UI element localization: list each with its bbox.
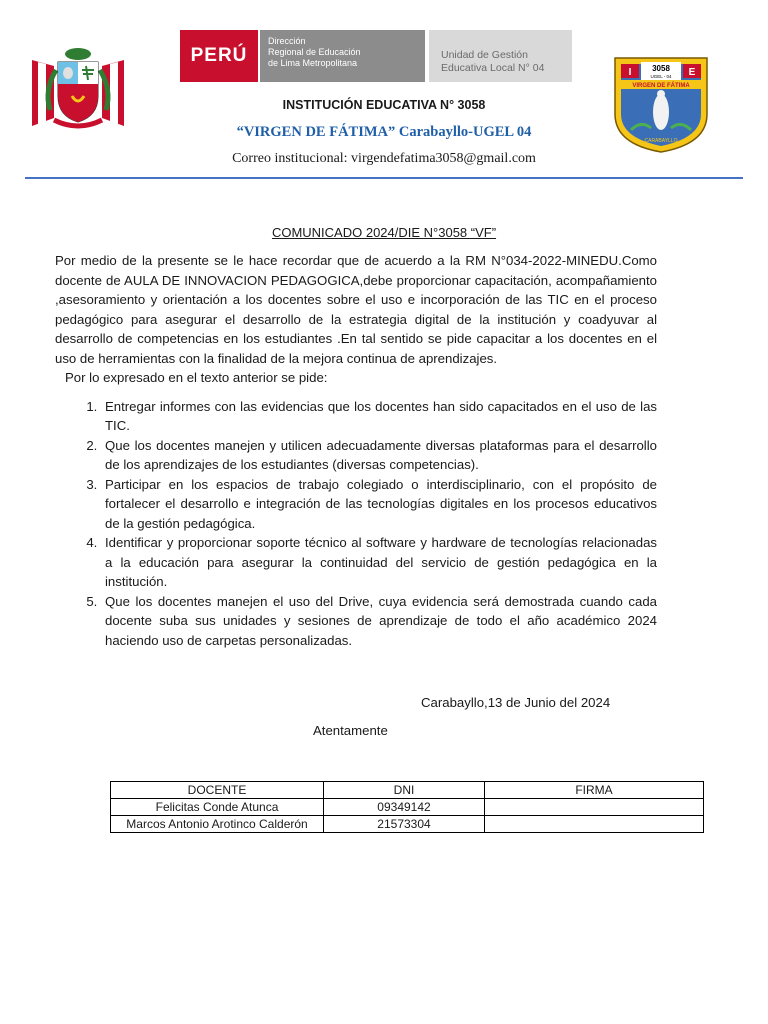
column-header-firma: FIRMA — [485, 782, 704, 799]
badge-ugel: UGEL - 04 — [650, 74, 672, 79]
column-header-dni: DNI — [324, 782, 485, 799]
communique-body — [55, 251, 657, 650]
date-line: Carabayllo,13 de Junio del 2024 — [421, 695, 611, 710]
teacher-dni: 21573304 — [324, 816, 485, 833]
table-row — [111, 816, 704, 833]
list-item: 3. Participar en los espacios de trabajo colegiado o interdisciplinario, con el propósito de fortalecer el desarrollo e integración de las tecnologías digitales en los procesos educativos de la gestión pedagógica. — [101, 475, 657, 534]
ugel-logo — [429, 30, 572, 82]
header-divider — [25, 177, 743, 179]
signature-cell — [485, 799, 704, 816]
signature-table — [110, 781, 704, 833]
institution-subtitle: “VIRGEN DE FÁTIMA” Carabayllo-UGEL 04 — [236, 124, 532, 140]
drelm-line: Dirección — [268, 36, 306, 46]
government-logo-strip — [180, 30, 572, 82]
teacher-dni: 09349142 — [324, 799, 485, 816]
teacher-name: Felicitas Conde Atunca — [111, 799, 324, 816]
list-item: 5. Que los docentes manejen el uso del Drive, cuya evidencia será demostrada cuando cada docente suba sus unidades y sesiones de aprendizaje de todo el año académico 2024 haciendo uso de carpetas personalizadas. — [101, 592, 657, 651]
column-header-docente: DOCENTE — [111, 782, 324, 799]
signature-cell — [485, 816, 704, 833]
requests-intro: Por lo expresado en el texto anterior se pide: — [65, 370, 328, 385]
closing: Atentamente — [313, 723, 388, 738]
institution-email: Correo institucional: virgendefatima3058@gmail.com — [232, 151, 536, 166]
badge-number: 3058 — [652, 64, 670, 73]
ugel-line: Educativa Local N° 04 — [441, 62, 545, 74]
intro-paragraph: Por medio de la presente se le hace recordar que de acuerdo a la RM N°034-2022-MINEDU.Como docente de AULA DE INNOVACION PEDAGOGICA,debe proporcionar capacitación, acompañamiento ,asesoramiento y orientación a los docentes sobre el uso e incorporación de las TIC en el proceso pedagógico para asegurar el desarrollo de la estrategia digital de la institución y coadyuvar al desarrollo de competencias en los estudiantes .En tal sentido se pide capacitar a los docentes en el uso de herramientas con la finalidad de la mejora continua de aprendizajes. — [55, 253, 657, 366]
list-item: 1. Entregar informes con las evidencias que los docentes han sido capacitados en el uso de las TIC. — [101, 397, 657, 436]
badge-place: CARABAYLLO — [644, 138, 678, 144]
drelm-logo — [260, 30, 425, 82]
requests-list — [55, 397, 657, 651]
badge-letter-e: E — [688, 67, 696, 78]
badge-banner: VIRGEN DE FÁTIMA — [632, 83, 690, 89]
table-row — [111, 799, 704, 816]
list-item: 4. Identificar y proporcionar soporte técnico al software y hardware de tecnologías relacionadas a la educación para asegurar la continuidad del servicio de gestión pedagógica en la institución. — [101, 533, 657, 592]
list-item: 2. Que los docentes manejen y utilicen adecuadamente diversas plataformas para el desarrollo de los aprendizajes de los estudiantes (diversas competencias). — [101, 436, 657, 475]
table-header-row — [111, 782, 704, 799]
drelm-line: de Lima Metropolitana — [268, 58, 358, 68]
communique-title: COMUNICADO 2024/DIE N°3058 “VF” — [271, 225, 497, 240]
drelm-line: Regional de Educación — [268, 47, 361, 57]
institution-title: INSTITUCIÓN EDUCATIVA N° 3058 — [282, 98, 486, 112]
ugel-line: Unidad de Gestión — [441, 49, 528, 61]
badge-letter-i: I — [628, 67, 632, 78]
peru-logo-label: PERÚ — [180, 30, 258, 82]
teacher-name: Marcos Antonio Arotinco Calderón — [111, 816, 324, 833]
